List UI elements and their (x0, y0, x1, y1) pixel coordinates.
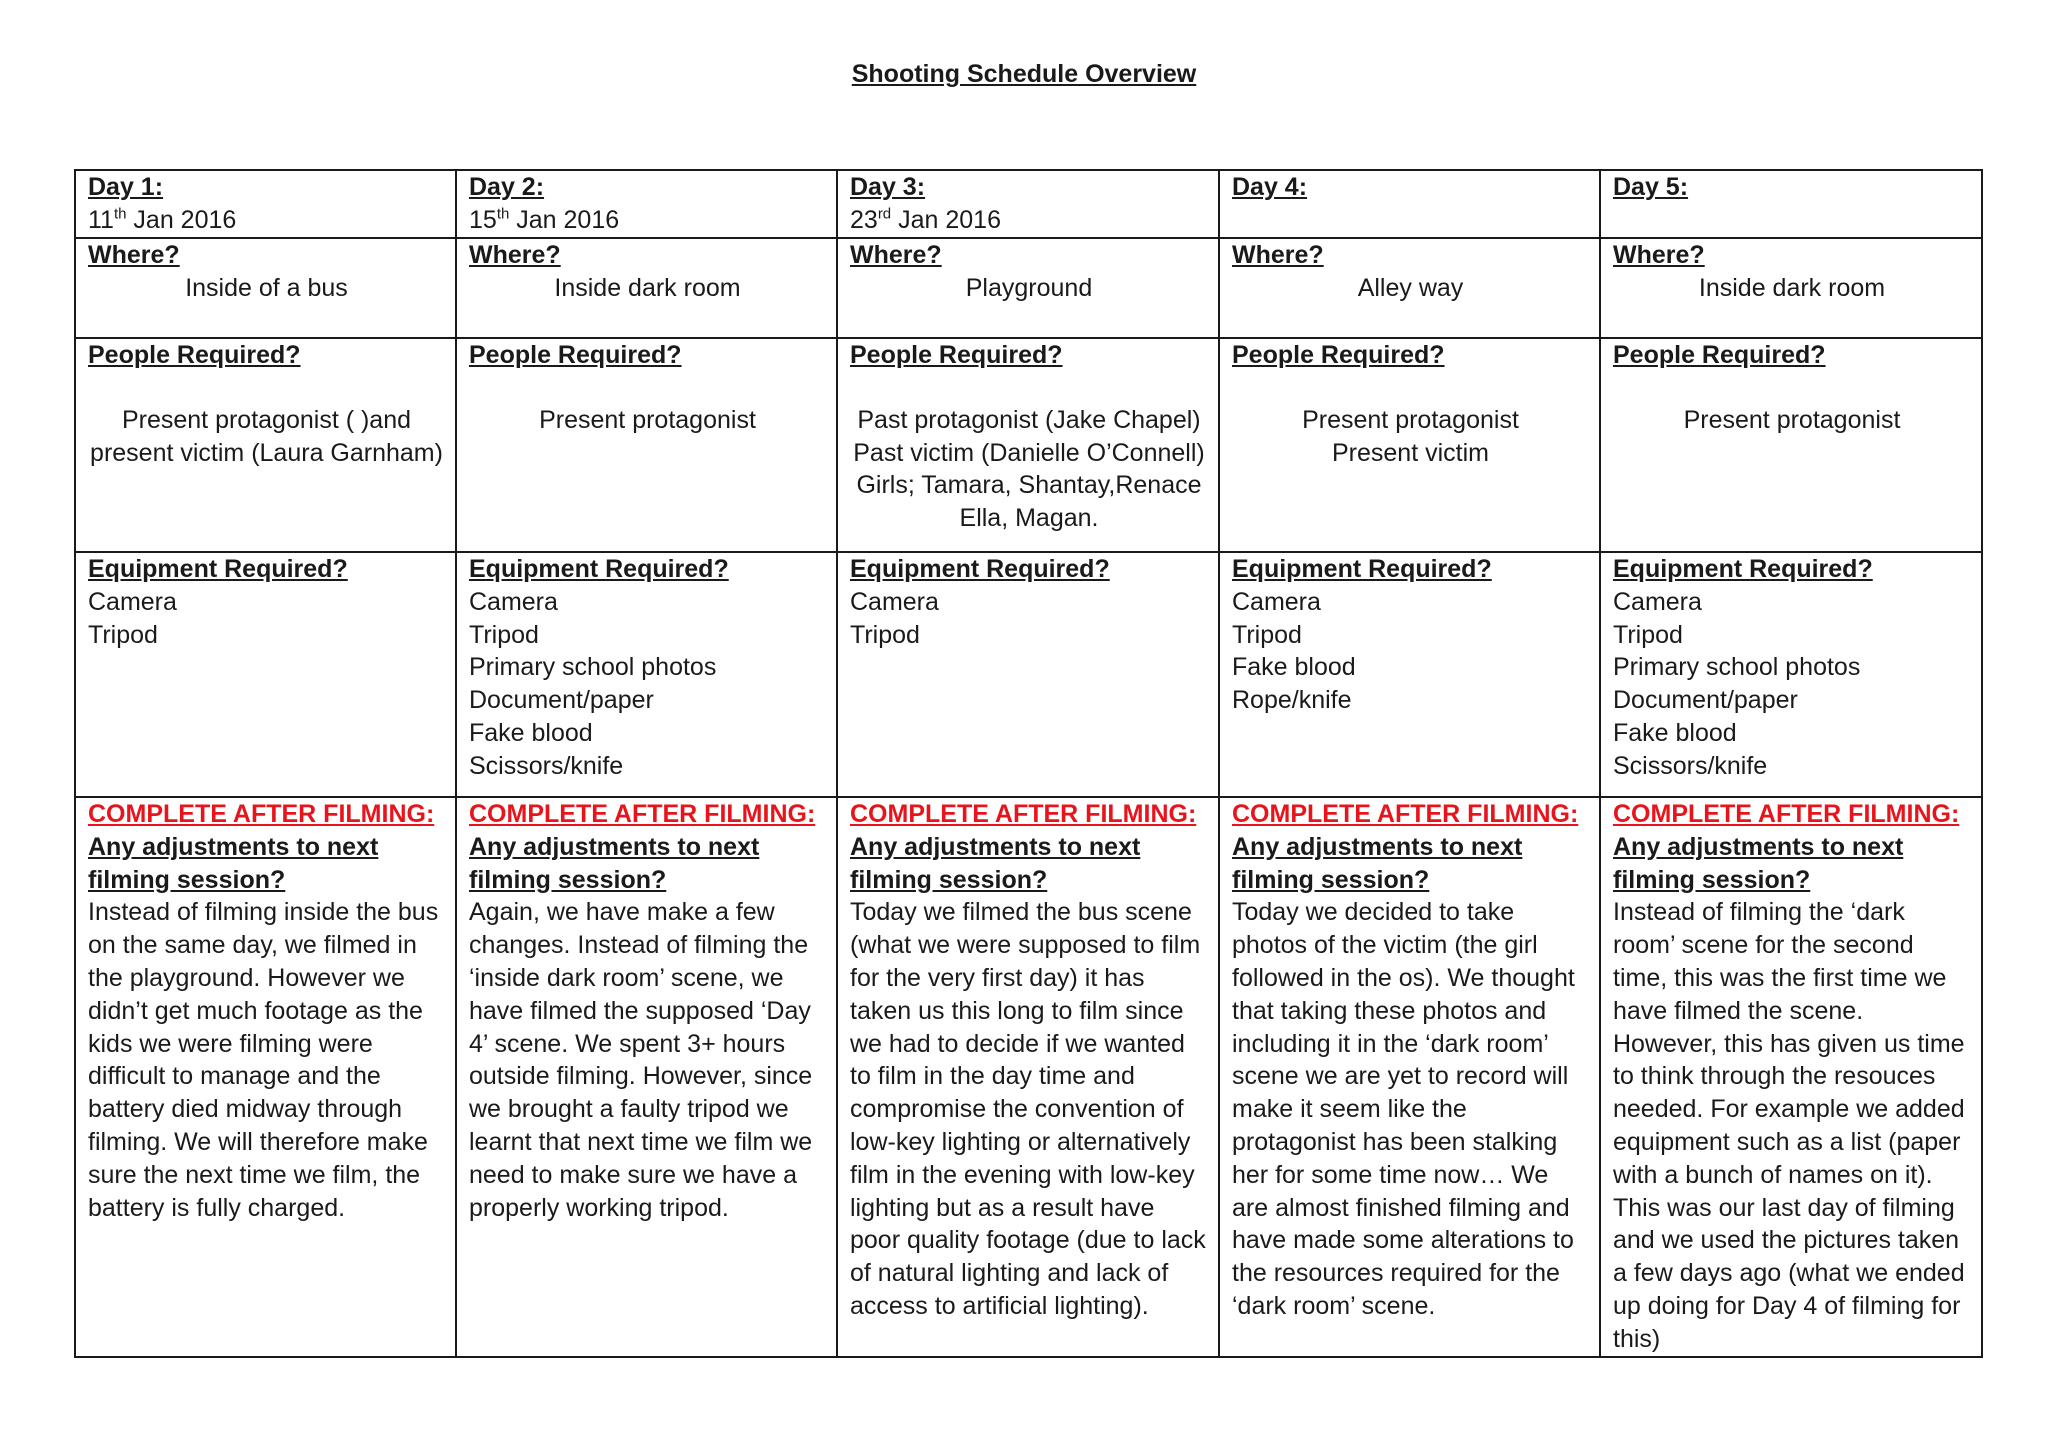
people-item: Present protagonist (1683, 405, 1901, 434)
day-4-notes: Today we decided to take photos of the victim (the girl followed in the os). We thought that taking these photos and including it in the ‘dark room’ scene we are yet to record will make it seem like the protagonist has been stalking her for some time now… We are almost finished filming and have made some alterations to the resources required for the ‘dark room’ scene. (1232, 898, 1575, 1320)
day-5-people-cell (1600, 338, 1982, 552)
day-4-location: Alley way (1357, 273, 1464, 302)
day-1-heading: Day 1: (88, 173, 164, 201)
equipment-label: Equipment Required? (88, 555, 348, 583)
day-3-where-cell (837, 238, 1219, 338)
equipment-item: Rope/knife (1232, 686, 1352, 715)
day-3-date: 23rd Jan 2016 (850, 205, 1001, 234)
day-2-equipment-list (469, 586, 826, 783)
day-3-notes: Today we filmed the bus scene (what we were supposed to film for the very first day) it has taken us this long to film since we had to decide if we wanted to film in the day time and compromise the convention of low-key lighting or alternatively film in the evening with low-key lighting but as a result have poor quality footage (due to lack of natural lighting and lack of access to artificial lighting). (850, 898, 1206, 1320)
day-2-heading: Day 2: (469, 173, 545, 201)
day-3-people-cell (837, 338, 1219, 552)
equipment-label: Equipment Required? (850, 555, 1110, 583)
equipment-label: Equipment Required? (1232, 555, 1492, 583)
day-5-equipment-list (1613, 586, 1971, 783)
equipment-item: Tripod (88, 620, 158, 649)
people-label: People Required? (850, 341, 1063, 369)
equipment-row (75, 552, 1982, 797)
day-5-heading: Day 5: (1613, 173, 1689, 201)
day-1-where-cell (75, 238, 456, 338)
equipment-item: Camera (1232, 587, 1321, 616)
day-5-where-cell (1600, 238, 1982, 338)
equipment-item: Camera (1613, 587, 1702, 616)
complete-after-filming-label: COMPLETE AFTER FILMING: (1613, 800, 1960, 828)
day-2-people-cell (456, 338, 837, 552)
day-1-people-list (88, 404, 445, 470)
page-title: Shooting Schedule Overview (851, 60, 1197, 88)
day-1-notes-cell (75, 797, 456, 1357)
day-3-location: Playground (965, 273, 1093, 302)
where-label: Where? (88, 241, 180, 269)
day-5-people-list (1613, 404, 1971, 437)
adjustments-label: Any adjustments to next filming session? (88, 832, 379, 894)
days-row (75, 170, 1982, 238)
people-item: Present protagonist (1302, 405, 1519, 434)
complete-after-filming-label: COMPLETE AFTER FILMING: (1232, 800, 1579, 828)
complete-after-filming-label: COMPLETE AFTER FILMING: (850, 800, 1197, 828)
day-3-people-list (850, 404, 1208, 535)
equipment-item: Primary school photos (469, 653, 717, 682)
equipment-item: Tripod (850, 620, 920, 649)
equipment-label: Equipment Required? (469, 555, 729, 583)
day-2-where-cell (456, 238, 837, 338)
equipment-item: Fake blood (469, 718, 593, 747)
equipment-item: Tripod (1232, 620, 1302, 649)
day-2-people-list (469, 404, 826, 437)
where-label: Where? (469, 241, 561, 269)
people-item: Present victim (1332, 438, 1489, 467)
equipment-item: Scissors/knife (469, 751, 624, 780)
adjustments-label: Any adjustments to next filming session? (1232, 832, 1523, 894)
day-1-people-cell (75, 338, 456, 552)
day-3-header-cell (837, 170, 1219, 238)
day-1-date: 11th Jan 2016 (88, 205, 237, 234)
day-5-notes-cell (1600, 797, 1982, 1357)
day-3-equipment-cell (837, 552, 1219, 797)
equipment-item: Camera (88, 587, 177, 616)
where-label: Where? (850, 241, 942, 269)
equipment-label: Equipment Required? (1613, 555, 1873, 583)
equipment-item: Primary school photos (1613, 653, 1861, 682)
adjustments-label: Any adjustments to next filming session? (469, 832, 760, 894)
day-4-notes-cell (1219, 797, 1600, 1357)
equipment-item: Document/paper (469, 686, 654, 715)
day-5-notes: Instead of filming the ‘dark room’ scene for the second time, this was the first time we have filmed the scene. However, this has given us time to think through the resouces needed. For example we added equipment such as a list (paper with a bunch of names on it). This was our last day of filming and we used the pictures taken a few days ago (what we ended up doing for Day 4 of filming for this) (1613, 898, 1965, 1353)
where-label: Where? (1232, 241, 1324, 269)
equipment-item: Tripod (1613, 620, 1683, 649)
people-item: Past protagonist (Jake Chapel) (857, 405, 1201, 434)
people-label: People Required? (1613, 341, 1826, 369)
day-4-people-list (1232, 404, 1589, 470)
equipment-item: Camera (850, 587, 939, 616)
day-2-header-cell (456, 170, 837, 238)
adjustments-label: Any adjustments to next filming session? (850, 832, 1141, 894)
day-5-header-cell (1600, 170, 1982, 238)
equipment-item: Fake blood (1613, 718, 1737, 747)
people-label: People Required? (469, 341, 682, 369)
day-3-equipment-list (850, 586, 1208, 652)
equipment-item: Tripod (469, 620, 539, 649)
complete-after-filming-row (75, 797, 1982, 1357)
day-5-equipment-cell (1600, 552, 1982, 797)
day-2-date: 15th Jan 2016 (469, 205, 620, 234)
equipment-item: Camera (469, 587, 558, 616)
day-2-notes: Again, we have make a few changes. Instead of filming the ‘inside dark room’ scene, we have filmed the supposed ‘Day 4’ scene. We spent 3+ hours outside filming. However, since we brought a faulty tripod we learnt that next time we film we need to make sure we have a properly working tripod. (469, 898, 813, 1222)
people-label: People Required? (88, 341, 301, 369)
day-3-heading: Day 3: (850, 173, 926, 201)
day-4-people-cell (1219, 338, 1600, 552)
day-1-notes: Instead of filming inside the bus on the same day, we filmed in the playground. However we didn’t get much footage as the kids we were filming were difficult to manage and the battery died midway through filming. We will therefore make sure the next time we film, the battery is fully charged. (88, 898, 439, 1222)
day-5-location: Inside dark room (1698, 273, 1886, 302)
complete-after-filming-label: COMPLETE AFTER FILMING: (88, 800, 435, 828)
day-2-notes-cell (456, 797, 837, 1357)
complete-after-filming-label: COMPLETE AFTER FILMING: (469, 800, 816, 828)
day-4-header-cell (1219, 170, 1600, 238)
people-item: Past victim (Danielle O’Connell) (853, 438, 1205, 467)
day-2-equipment-cell (456, 552, 837, 797)
day-4-equipment-list (1232, 586, 1589, 717)
day-1-equipment-list (88, 586, 445, 652)
day-2-location: Inside dark room (554, 273, 741, 302)
people-label: People Required? (1232, 341, 1445, 369)
day-4-heading: Day 4: (1232, 173, 1308, 201)
equipment-item: Fake blood (1232, 653, 1356, 682)
adjustments-label: Any adjustments to next filming session? (1613, 832, 1904, 894)
equipment-item: Document/paper (1613, 686, 1798, 715)
people-row (75, 338, 1982, 552)
people-item: Present protagonist ( )and present victim (Laura Garnham) (90, 405, 443, 467)
day-4-where-cell (1219, 238, 1600, 338)
equipment-item: Scissors/knife (1613, 751, 1768, 780)
shooting-schedule-table (74, 169, 1983, 1358)
day-4-equipment-cell (1219, 552, 1600, 797)
where-row (75, 238, 1982, 338)
day-1-equipment-cell (75, 552, 456, 797)
people-item: Present protagonist (539, 405, 756, 434)
where-label: Where? (1613, 241, 1705, 269)
day-3-notes-cell (837, 797, 1219, 1357)
day-1-location: Inside of a bus (185, 273, 348, 302)
day-1-header-cell (75, 170, 456, 238)
people-item: Girls; Tamara, Shantay,Renace Ella, Magan. (856, 471, 1202, 533)
